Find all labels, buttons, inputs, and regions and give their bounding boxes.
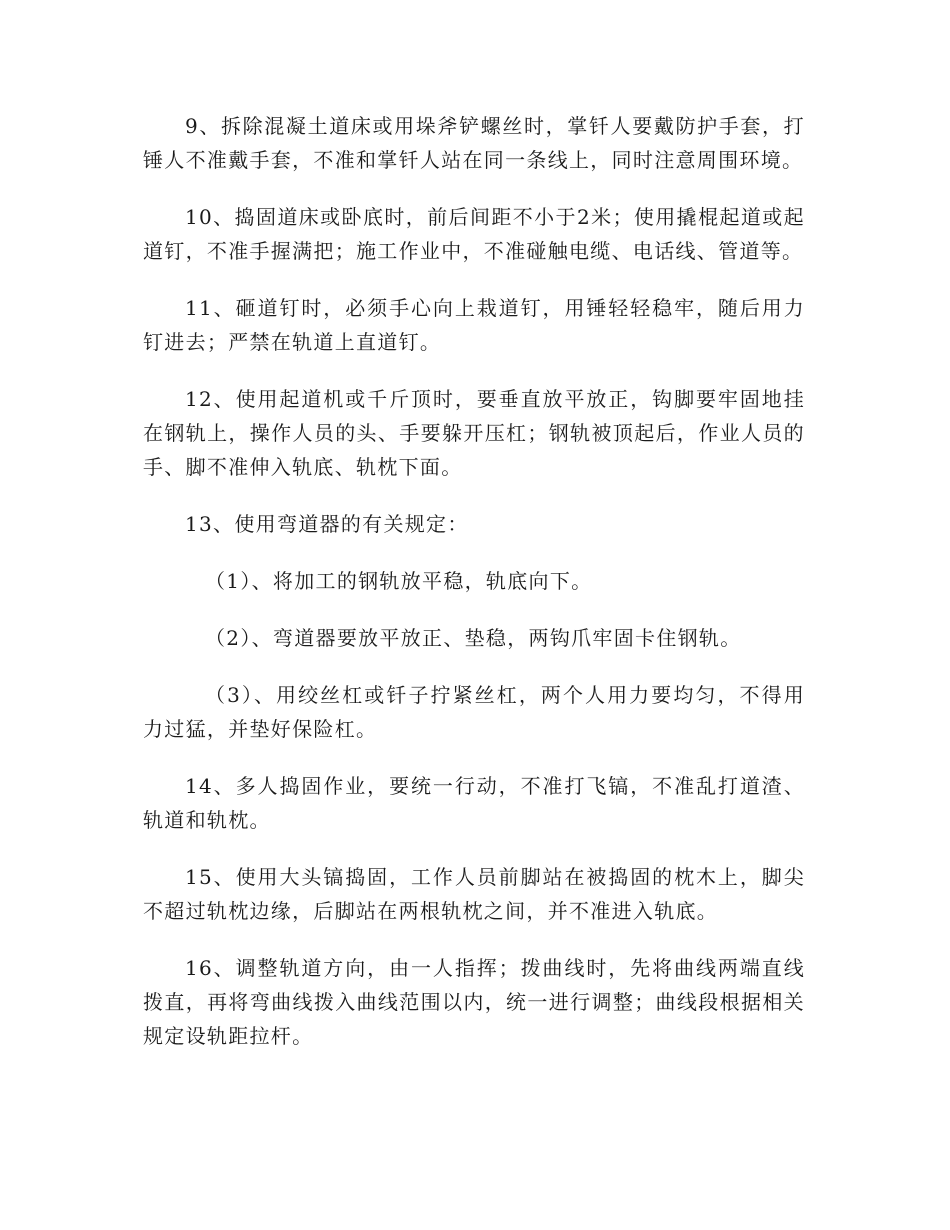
paragraph-12: 12、使用起道机或千斤顶时，要垂直放平放正，钩脚要牢固地挂在钢轨上，操作人员的头、手要躲开压杠；钢轨被顶起后，作业人员的手、脚不准伸入轨底、轨枕下面。 (143, 387, 805, 479)
paragraph-15: 15、使用大头镐捣固，工作人员前脚站在被捣固的枕木上，脚尖不超过轨枕边缘，后脚站在两根轨枕之间，并不准进入轨底。 (143, 865, 805, 923)
paragraph-14: 14、多人捣固作业，要统一行动，不准打飞镐，不准乱打道渣、轨道和轨枕。 (143, 774, 805, 832)
paragraph-13-item-1: （1）、将加工的钢轨放平稳，轨底向下。 (205, 569, 593, 593)
paragraph-16: 16、调整轨道方向，由一人指挥；拨曲线时，先将曲线两端直线拨直，再将弯曲线拨入曲线范围以内，统一进行调整；曲线段根据相关规定设轨距拉杆。 (143, 956, 805, 1048)
paragraph-11: 11、砸道钉时，必须手心向上栽道钉，用锤轻轻稳牢，随后用力钉进去；严禁在轨道上直道钉。 (143, 296, 805, 354)
paragraph-13: 13、使用弯道器的有关规定： (185, 512, 469, 536)
paragraph-9: 9、拆除混凝土道床或用垛斧铲螺丝时，掌钎人要戴防护手套，打锤人不准戴手套，不准和掌钎人站在同一条线上，同时注意周围环境。 (143, 114, 805, 172)
paragraph-13-item-2: （2）、弯道器要放平放正、垫稳，两钩爪牢固卡住钢轨。 (205, 626, 742, 650)
document-body (143, 109, 805, 1076)
paragraph-10: 10、捣固道床或卧底时，前后间距不小于2米；使用撬棍起道或起道钉，不准手握满把；施工作业中，不准碰触电缆、电话线、管道等。 (143, 205, 805, 263)
paragraph-13-item-3: （3）、用绞丝杠或钎子拧紧丝杠，两个人用力要均匀，不得用力过猛，并垫好保险杠。 (143, 683, 805, 741)
